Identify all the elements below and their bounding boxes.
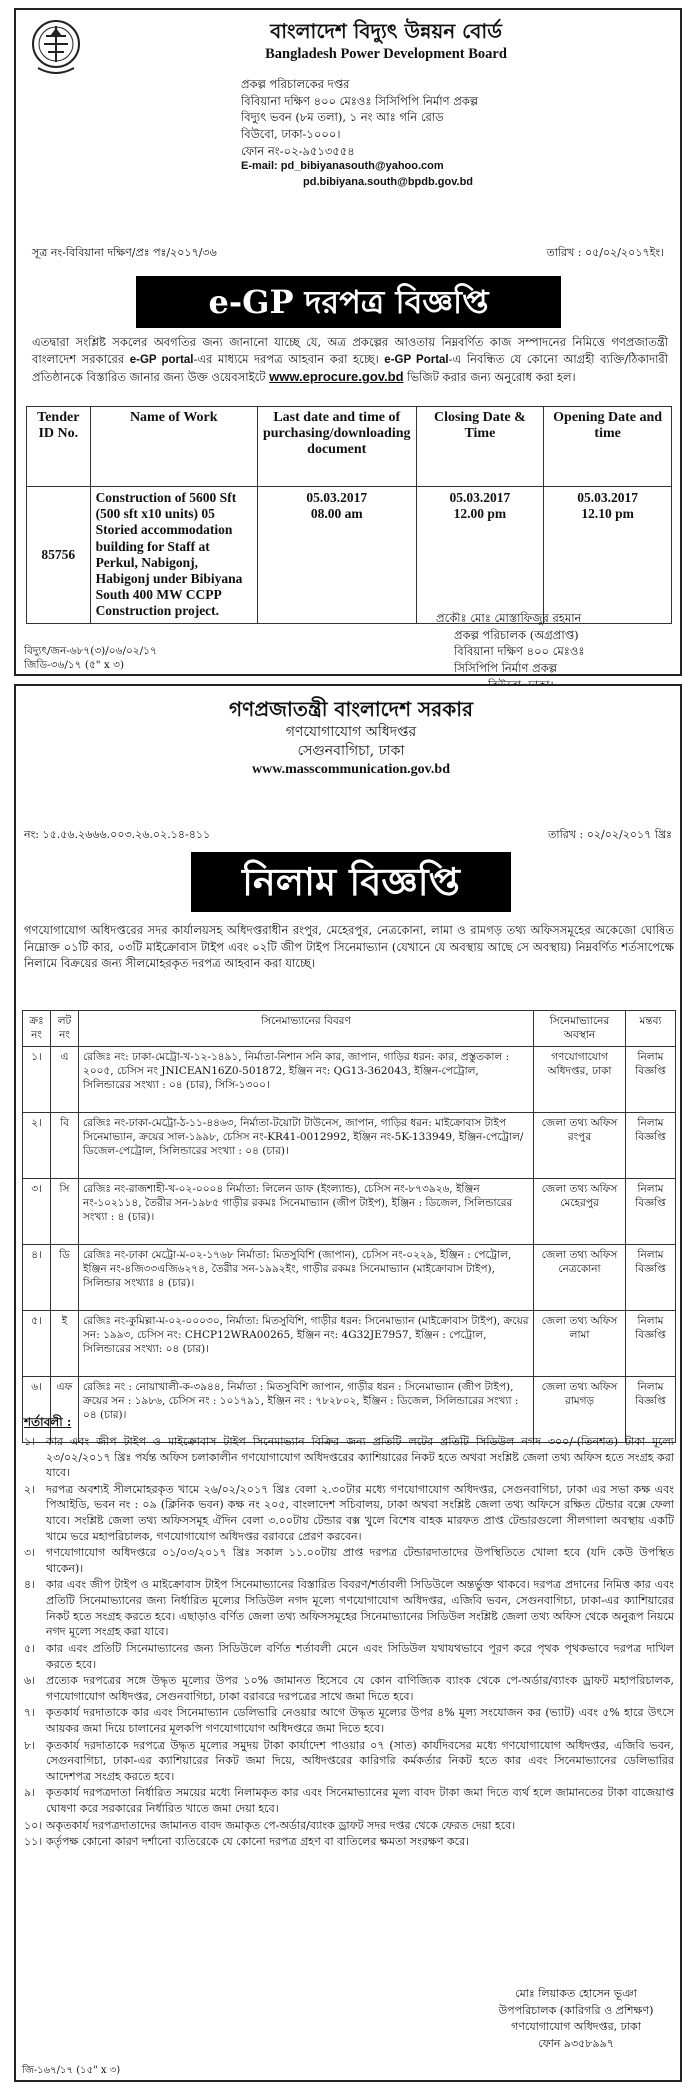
term-number: ৪।: [24, 1578, 36, 1592]
table-row: [23, 1179, 676, 1245]
opening-time: 12.10 pm: [581, 506, 634, 522]
table-row: [23, 1377, 676, 1443]
last-date-cell: [257, 487, 416, 624]
description-cell: রেজিঃ নং : নোয়াখালী-ক-৩৯৪৪, নির্মাতা : মিতসুবিশি জাপান, গাড়ীর ধরন : সিনেমাভ্যান (জীপ টাইপ), ক্রয়ের সন : ১৯৮৬, চেসিস নং : ১০১৭৯১, ইঞ্জিন নং : ৭৮২৮০২, ইঞ্জিন : ডিজেল, সিলিন্ডারের সংখ্যা : ০৪ (চার)।: [79, 1377, 534, 1443]
term-item: [24, 1834, 674, 1850]
term-text: কৃতকার্য দরপত্রদাতা নির্ধারিত সময়ের মধ্যে নিলামকৃত কার এবং সিনেমাভ্যানের মূল্য বাবদ টাকা জমা দিতে ব্যর্থ হলে জামানতের টাকা বাজেয়াপ্ত ঘোষণা করে সরকারের নির্ধারিত খাতে জমা দেয়া হবে।: [46, 1786, 674, 1816]
remark-cell: নিলাম বিজ্ঞপ্তি: [626, 1179, 676, 1245]
term-text: কার এবং জীপ টাইপ ও মাইক্রোবাস টাইপ সিনেমাভ্যানের বিস্তারিত বিবরণ/শর্তাবলী সিডিউলে অন্তর্ভুক্ত থাকবে। দরপত্র প্রদানের নিমিত্ত কার এবং প্রতিটি সিনেমাভ্যানের জন্য নির্ধারিত মূল্যের সিডিউল নগদ মূল্যে গণযোগাযোগ অধিদপ্তর, এজিবি ভবন, সেগুনবাগিচা, ঢাকা-এর ক্যাশিয়ারের নিকট হতে সংগ্রহ করতে হবে। এছাড়াও বর্ণিত জেলা তথ্য অফিসসমূহের সিনেমাভ্যানের সিডিউল সংশ্লিষ্ট জেলা তথ্য অফিস থেকে অনুরূপ নিয়মে নগদ মূল্যে সংগ্রহ করা যাবে।: [46, 1578, 674, 1639]
column-header: Tender ID No.: [27, 407, 91, 487]
serial-cell: ৫।: [23, 1311, 51, 1377]
term-text: কৃতকার্য দরদাতাকে কার এবং সিনেমাভ্যান ডেলিভারি নেওয়ার আগে উদ্ধৃত মূল্যের উপর ৪% মূল্য সংযোজন কর (ভ্যাট) এবং ৫% হারে উৎসে আয়কর জমা দিয়ে চালানের মূলকপি গণযোগাযোগ অধিদপ্তরে জমা দিতে হবে।: [46, 1706, 674, 1735]
memo-reference: সূত্র নং-বিবিয়ানা দক্ষিণ/প্রঃ পঃ/২০১৭/৩৬: [32, 246, 217, 259]
tender-id: 85756: [27, 487, 91, 624]
description-cell: রেজিঃ নং-ঢাকা মেট্রো-ম-০২-১৭৬৮ নির্মাতা: মিতসুবিশি (জাপান), চেসিস নং-০২২৯, ইঞ্জিন : পেট্রোল, ইঞ্জিন নং-৪জি৩৩এজি৬২৭৪, তৈরীর সন-১৯৯২ইং, গাড়ীর রকমঃ সিনেমাভ্যান (মাইক্রোবাস টাইপ), সিলিন্ডার সংখ্যাঃ ৪ (চার)।: [79, 1245, 534, 1311]
body-text: -এ নিবন্ধিত যে কোনো আগ্রহী ব্যক্তি/ঠিকাদারী প্রতিষ্ঠানকে বিস্তারিত জানার জন্য উক্ত ওয়েবসাইটে: [32, 351, 669, 385]
table-row: [23, 1311, 676, 1377]
column-header: Closing Date & Time: [416, 407, 544, 487]
signatory-office: গণযোগাযোগ অধিদপ্তর, ঢাকা: [511, 2020, 641, 2033]
letterhead: [136, 696, 566, 780]
lot-cell: এফ: [51, 1377, 79, 1443]
term-item: [24, 1641, 674, 1672]
term-text: অকৃতকার্য দরপত্রদাতাদের জামানত বাবদ জমাকৃত পে-অর্ডার/ব্যাংক ড্রাফট সদর দপ্তর থেকে ফেরত দেয়া হবে।: [46, 1818, 516, 1832]
term-text: গণযোগাযোগ অধিদপ্তরে ০১/০৩/২০১৭ খ্রিঃ সকাল ১১.০০টায় প্রাপ্ত দরপত্র টেন্ডারদাতাদের উপস্থিতিতে খোলা হবে (যদি কেউ উপস্থিত থাকেন)।: [46, 1546, 674, 1575]
term-item: [24, 1785, 674, 1816]
description-cell: রেজিঃ নং: ঢাকা-মেট্রো-খ-১২-১৪৯১, নির্মাতা-নিশান সনি কার, জাপান, গাড়ির ধরন: কার, প্রস্তুতকাল : ২০০৫, চেসিস নং JNICEAN16Z0-501872, ইঞ্জিন নং: QG13-362043, ইঞ্জিন-পেট্রোল, সিলিন্ডারের সংখ্যা : ০৪ (চার), সিসি-১৩০০।: [79, 1047, 534, 1113]
email-address[interactable]: pd.bibiyana.south@bpdb.gov.bd: [303, 176, 474, 189]
closing-cell: [416, 487, 544, 624]
lot-cell: এ: [51, 1047, 79, 1113]
department-location: সেগুনবাগিচা, ঢাকা: [297, 742, 405, 759]
email-address[interactable]: pd_bibiyanasouth@yahoo.com: [280, 160, 444, 173]
description-cell: রেজিঃ নং-ঢাকা-মেট্রো-ঠ-১১-৪৪৬৩, নির্মাতা-টয়োটা টাউনেস, জাপান, গাড়ির ধরন: মাইক্রোবাস টাইপ সিনেমাভ্যান, ক্রয়ের সাল-১৯৯৮, চেসিস নং-KR41-0012992, ইঞ্জিন নং-5K-133949, ইঞ্জিন-পেট্রোল/ডিজেল-পেট্রোল, সিলিন্ডারের সংখ্যা : ০৪ (চার)।: [79, 1113, 534, 1179]
remark-cell: নিলাম বিজ্ঞপ্তি: [626, 1047, 676, 1113]
signatory-project: সিসিপিপি নির্মাণ প্রকল্প: [454, 661, 557, 676]
table-row: [23, 1113, 676, 1179]
term-number: ৭।: [24, 1706, 36, 1720]
signatory-title: প্রকল্প পরিচালক (অগ্রপ্রাপ্ত): [454, 627, 579, 642]
remark-cell: নিলাম বিজ্ঞপ্তি: [626, 1113, 676, 1179]
office-address: [241, 76, 601, 191]
term-number: ৬।: [24, 1674, 36, 1688]
publication-code-line: জিডি-৩৬/১৭ (৫" x ৩): [24, 659, 125, 672]
term-number: ১১।: [24, 1835, 43, 1849]
email-line: [241, 175, 601, 191]
notice-date: তারিখ : ০২/০২/২০১৭ খ্রিঃ: [548, 828, 672, 841]
address-line: বিউবো, ঢাকা-১০০০।: [241, 127, 341, 142]
email-line: [241, 159, 601, 175]
term-number: ৫।: [24, 1641, 36, 1655]
department-website-link[interactable]: www.masscommunication.gov.bd: [252, 761, 450, 777]
closing-time: 12.00 pm: [453, 506, 507, 522]
column-header: সিনেমাভ্যানের অবস্থান: [534, 1011, 626, 1047]
term-item: [24, 1577, 674, 1639]
remark-cell: নিলাম বিজ্ঞপ্তি: [626, 1377, 676, 1443]
body-text: -এর মাধ্যমে দরপত্র আহবান করা হচ্ছে।: [193, 351, 385, 366]
term-text: কৃতকার্য দরদাতাকে দরপত্রে উদ্ধৃত মূল্যের সমুদয় টাকা কার্যাদেশ পাওয়ার ০৭ (সাত) কার্যদিবসের মধ্যে গণযোগাযোগ অধিদপ্তর, এজিবি ভবন, সেগুনবাগিচা, ঢাকা-এর ক্যাশিয়ারের নিকট জমা দিয়ে, অধিদপ্তরের কারিগরি কর্মকর্তার নিকট হতে কার এবং সিনেমাভ্যানের ডেলিভারির আদেশপত্র সংগ্রহ করতে হবে।: [46, 1738, 674, 1783]
term-text: প্রত্যেক দরপত্রের সঙ্গে উদ্ধৃত মূল্যের উপর ১০% জামানত হিসেবে যে কোন বাণিজ্যিক ব্যাংক থেকে পে-অর্ডার/ব্যাংক ড্রাফট মহাপরিচালক, গণযোগাযোগ অধিদপ্তর, সেগুনবাগিচা, ঢাকা বরাবরে দরপত্রের সাথে জমা দিতে হবে।: [46, 1674, 674, 1703]
publication-code: জি-১৬৭/১৭ (১৫" x ৩): [22, 2065, 121, 2076]
serial-cell: ১।: [23, 1047, 51, 1113]
term-item: [24, 1673, 674, 1704]
government-name: গণপ্রজাতন্ত্রী বাংলাদেশ সরকার: [229, 697, 473, 721]
memo-reference: নং: ১৫.৫৬.২৬৬৬.০০৩.২৬.০২.১৪-৪১১: [24, 828, 211, 841]
terms-heading: শর্তাবলী :: [24, 1415, 72, 1429]
opening-date: 05.03.2017: [577, 490, 638, 505]
eprocure-website-link[interactable]: www.eprocure.gov.bd: [269, 369, 404, 385]
bpdb-egp-tender-notice: [14, 8, 682, 676]
tender-table: [26, 406, 672, 624]
term-item: [24, 1545, 674, 1576]
serial-cell: ৩।: [23, 1179, 51, 1245]
body-text: ভিজিট করার জন্য অনুরোধ করা হল।: [403, 370, 576, 385]
signatory-phone: ফোন ৯৩৫৮৯৯৭: [538, 2036, 614, 2050]
org-name-en: Bangladesh Power Development Board: [265, 46, 507, 62]
lot-cell: সি: [51, 1179, 79, 1245]
signature-block: [471, 1986, 681, 2052]
signatory-name: মোঃ লিয়াকত হোসেন ভূঞা: [515, 1987, 637, 2000]
auction-notice: [14, 684, 682, 2082]
table-header-row: [27, 407, 672, 487]
term-text: কার এবং প্রতিটি সিনেমাভ্যানের জন্য সিডিউলে বর্ণিত শর্তাবলী মেনে এবং সিডিউল যথাযথভাবে পূরণ করে পৃথক পৃথকভাবে দরপত্র দাখিল করতে হবে।: [46, 1641, 674, 1671]
term-item: [24, 1738, 674, 1785]
letterhead: [186, 18, 586, 65]
last-time: 08.00 am: [310, 506, 363, 522]
lot-cell: ই: [51, 1311, 79, 1377]
org-name-bn: বাংলাদেশ বিদ্যুৎ উন্নয়ন বোর্ড: [270, 19, 502, 43]
term-item: [24, 1482, 674, 1544]
serial-cell: ৬।: [23, 1377, 51, 1443]
term-item: [24, 1818, 674, 1834]
remark-cell: নিলাম বিজ্ঞপ্তি: [626, 1245, 676, 1311]
table-row: [27, 487, 672, 624]
closing-date: 05.03.2017: [449, 490, 511, 505]
description-cell: রেজিঃ নং-রাজশাহী-খ-০২-০০০৪ নির্মাতা: লিলেন ডাফ (ইংল্যান্ড), চেসিস নং-৮৭৩৯২৬, ইঞ্জিন নং-১০২১১৪, তৈরীর সন-১৯৮৫ গাড়ীর রকমঃ সিনেমাভ্যান (জীপ টাইপ), ইঞ্জিন : ডিজেল, সিলিন্ডারের সংখ্যা : ৪ (চার)।: [79, 1179, 534, 1245]
body-text: এতদ্বারা সংশ্লিষ্ট সকলের অবগতির জন্য জানানো যাচ্ছে যে, অত্র প্রকল্পের আওতায় নিম্নবর্ণিত কাজ সম্পাদনের নিমিত্তে গণপ্রজাতন্ত্রী বাংলাদেশ সরকারের: [32, 335, 668, 366]
location-cell: জেলা তথ্য অফিস নেত্রকোনা: [534, 1245, 626, 1311]
column-header: সিনেমাভ্যানের বিবরণ: [79, 1011, 534, 1047]
term-number: ৩।: [24, 1546, 36, 1560]
serial-cell: ২।: [23, 1113, 51, 1179]
terms-list: [24, 1434, 674, 1851]
term-item: [24, 1434, 674, 1481]
term-number: ৯।: [24, 1786, 36, 1800]
signature-block: [436, 610, 676, 693]
column-header: ক্রঃ নং: [23, 1011, 51, 1047]
publication-code-line: বিদ্যুৎ/জন-৬৮৭(৩)/০৬/০২/১৭: [24, 645, 157, 657]
address-line: ফোন নং-০২-৯৫১৩৫৫৪: [241, 143, 355, 158]
signatory-title: উপপরিচালক (কারিগরি ও প্রশিক্ষণ): [498, 2003, 654, 2017]
work-name: Construction of 5600 Sft (500 sft x10 units) 05 Storied accommodation building for Staff at Perkul, Nabigonj, Habigonj under Bibiyana South 400 MW CCPP Construction project.: [90, 487, 257, 624]
description-cell: রেজিঃ নং-কুমিল্লা-ম-০২-০০০৩০, নির্মাতা: মিতসুবিশি, গাড়ীর ধরন: সিনেমাভ্যান (মাইক্রোবাস টাইপ), ক্রয়ের সন: ১৯৯৩, চেসিস নং: CHCP12WRA00265, ইঞ্জিন নং: 4G32JE7957, ইঞ্জিন : পেট্রোল, সিলিন্ডারের সংখ্যা: ০৪ (চার)।: [79, 1311, 534, 1377]
term-item: [24, 1705, 674, 1736]
term-text: কার এবং জীপ টাইপ ও মাইক্রোবাস টাইপ সিনেমাভ্যান বিক্রির জন্য প্রতিটি লটের প্রতিটি সিডিউল নগদ ৩০০/-(তিনশত) টাকা মূল্যে ২৩/০২/২০১৭ খ্রিঃ পর্যন্ত অফিস চলাকালীন গণযোগাযোগ অধিদপ্তরের ক্যাশিয়ারের নিকট হতে অথবা সংশ্লিষ্ট জেলা তথ্য অফিস হতে সংগ্রহ করা যাবে।: [46, 1435, 674, 1480]
remark-cell: নিলাম বিজ্ঞপ্তি: [626, 1311, 676, 1377]
location-cell: জেলা তথ্য অফিস লামা: [534, 1311, 626, 1377]
address-line: বিদ্যুৎ ভবন (৮ম তলা), ১ নং আঃ গনি রোড: [241, 110, 444, 125]
notice-body: [32, 334, 668, 387]
address-line: বিবিয়ানা দক্ষিণ ৪০০ মেঃওঃ সিসিপিপি নির্মাণ প্রকল্প: [241, 93, 479, 108]
auction-banner-title: নিলাম বিজ্ঞপ্তি: [191, 852, 511, 912]
lot-cell: ডি: [51, 1245, 79, 1311]
column-header: লট নং: [51, 1011, 79, 1047]
term-text: কর্তৃপক্ষ কোনো কারণ দর্শানো ব্যতিরেকে যে কোনো দরপত্র গ্রহণ বা বাতিলের ক্ষমতা সংরক্ষণ করে।: [46, 1835, 470, 1849]
location-cell: জেলা তথ্য অফিস রংপুর: [534, 1113, 626, 1179]
lot-cell: বি: [51, 1113, 79, 1179]
column-header: Name of Work: [90, 407, 257, 487]
signatory-project: বিবিয়ানা দক্ষিণ ৪০০ মেঃওঃ: [454, 644, 585, 659]
notice-date: তারিখ : ০৫/০২/২০১৭ইং।: [546, 246, 664, 259]
egp-banner-title: e-GP দরপত্র বিজ্ঞপ্তি: [136, 276, 561, 328]
column-header: Last date and time of purchasing/downloading document: [257, 407, 416, 487]
table-header-row: [23, 1011, 676, 1047]
bpdb-logo-icon: [30, 18, 82, 80]
egp-portal-name: e-GP Portal: [384, 353, 449, 366]
column-header: মন্তব্য: [626, 1011, 676, 1047]
last-date: 05.03.2017: [306, 490, 368, 505]
column-header: Opening Date and time: [544, 407, 672, 487]
signatory-name: প্রকৌঃ মোঃ মোস্তাফিজুর রহমান: [436, 611, 582, 625]
table-row: [23, 1047, 676, 1113]
term-text: দরপত্র অবশ্যই সীলমোহরকৃত খামে ২৬/০২/২০১৭ খ্রিঃ বেলা ২.৩০টার মধ্যে গণযোগাযোগ অধিদপ্তর, সেগুনবাগিচা, ঢাকা এর সভা কক্ষ এবং পিআইডি, ভবন নং : ০৯ (ক্লিনিক ভবন) কক্ষ নং ২০৫, বাংলাদেশ সচিবালয়, ঢাকা অথবা সংশ্লিষ্ট জেলা তথ্য অফিসে রক্ষিত টেন্ডার বক্সে ফেলা যাবে। সংশ্লিষ্ট জেলা তথ্য অফিসসমূহ ঐদিন বেলা ৩.০০টায় টেন্ডার বক্স খুলে বিশেষ বাহক মারফত প্রাপ্ত টেন্ডারগুলো সীলগালা অবস্থায় একটি খামে ভরে মহাপরিচালক, গণযোগাযোগ অধিদপ্তর বরাবরে প্রেরণ করবেন।: [46, 1482, 674, 1543]
egp-portal-name: e-GP portal: [129, 353, 194, 366]
address-line: প্রকল্প পরিচালকের দপ্তর: [241, 77, 350, 91]
location-cell: জেলা তথ্য অফিস রামগড়: [534, 1377, 626, 1443]
serial-cell: ৪।: [23, 1245, 51, 1311]
opening-cell: [544, 487, 672, 624]
table-row: [23, 1245, 676, 1311]
email-label: E-mail:: [241, 160, 278, 173]
term-number: ২।: [24, 1482, 36, 1496]
vehicle-table: [22, 1010, 676, 1443]
term-number: ১।: [24, 1435, 36, 1448]
notice-intro: গণযোগাযোগ অধিদপ্তরের সদর কার্যালয়সহ অধিদপ্তরাধীন রংপুর, মেহেরপুর, নেত্রকোনা, লামা ও রামগড় তথ্য অফিসসমূহের অকেজো ঘোষিত নিম্নোক্ত ০১টি কার, ০৩টি মাইক্রোবাস টাইপ এবং ০২টি জীপ টাইপ সিনেমাভ্যান (যেখানে যে অবস্থায় আছে সে অবস্থায়) নিম্নবর্ণিত শর্তসাপেক্ষে নিলামে বিক্রয়ের জন্য সীলমোহরকৃত দরপত্র আহবান করা যাচ্ছে।: [24, 923, 674, 971]
department-name: গণযোগাযোগ অধিদপ্তর: [285, 724, 417, 740]
location-cell: জেলা তথ্য অফিস মেহেরপুর: [534, 1179, 626, 1245]
term-number: ৮।: [24, 1738, 36, 1752]
publication-code: [24, 644, 157, 672]
term-number: ১০।: [24, 1818, 43, 1832]
location-cell: গণযোগাযোগ অধিদপ্তর, ঢাকা: [534, 1047, 626, 1113]
